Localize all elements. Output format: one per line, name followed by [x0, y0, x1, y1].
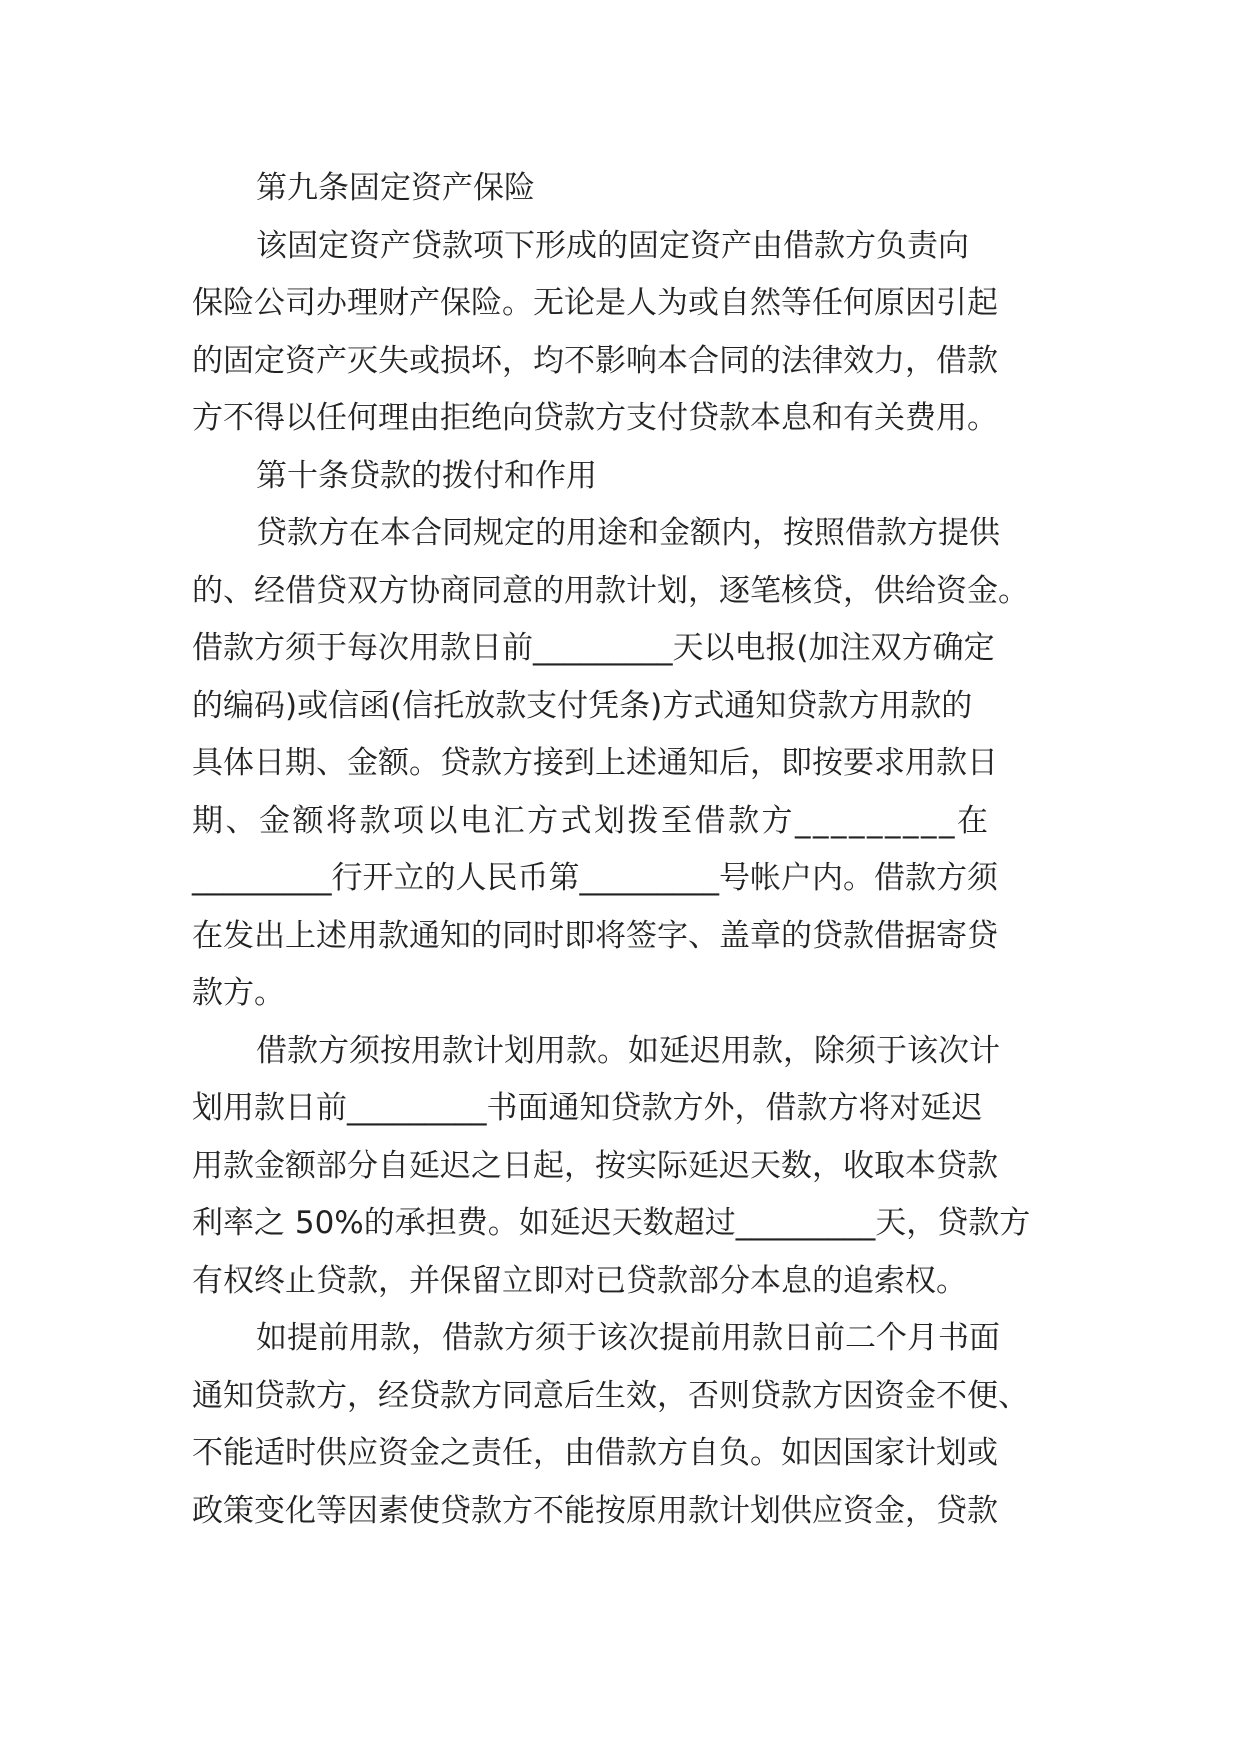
article-9-heading: 第九条固定资产保险 — [256, 170, 535, 206]
paragraph-line: 该固定资产贷款项下形成的固定资产由借款方负责向 — [256, 227, 969, 264]
paragraph-line: 的固定资产灭失或损坏，均不影响本合同的法律效力，借款 — [192, 342, 998, 379]
paragraph-line: 期、金额将款项以电汇方式划拨至借款方_________在 — [192, 802, 991, 839]
paragraph-line: _________行开立的人民币第_________号帐户内。借款方须 — [192, 860, 998, 896]
paragraph-line: 用款金额部分自延迟之日起，按实际延迟天数，收取本贷款 — [192, 1147, 998, 1184]
paragraph-line: 在发出上述用款通知的同时即将签字、盖章的贷款借据寄贷 — [192, 917, 998, 954]
paragraph-line: 具体日期、金额。贷款方接到上述通知后，即按要求用款日 — [192, 745, 998, 781]
paragraph-line: 借款方须按用款计划用款。如延迟用款，除须于该次计 — [256, 1032, 1000, 1069]
paragraph-line: 通知贷款方，经贷款方同意后生效，否则贷款方因资金不便、 — [192, 1377, 1029, 1414]
article-10-heading: 第十条贷款的拨付和作用 — [256, 457, 597, 494]
document-body — [192, 160, 1054, 1540]
paragraph-line: 贷款方在本合同规定的用途和金额内，按照借款方提供 — [256, 515, 1000, 551]
paragraph-line: 不能适时供应资金之责任，由借款方自负。如因国家计划或 — [192, 1435, 998, 1471]
paragraph-line: 款方。 — [192, 975, 285, 1011]
paragraph-line: 的、经借贷双方协商同意的用款计划，逐笔核贷，供给资金。 — [192, 572, 1029, 609]
paragraph-line: 有权终止贷款，并保留立即对已贷款部分本息的追索权。 — [192, 1262, 967, 1299]
paragraph-line: 政策变化等因素使贷款方不能按原用款计划供应资金，贷款 — [192, 1492, 998, 1529]
paragraph-line: 如提前用款，借款方须于该次提前用款日前二个月书面 — [256, 1320, 1000, 1356]
paragraph-line: 方不得以任何理由拒绝向贷款方支付贷款本息和有关费用。 — [192, 400, 998, 436]
paragraph-line: 借款方须于每次用款日前_________天以电报(加注双方确定 — [192, 630, 995, 666]
paragraph-line: 利率之 50%的承担费。如延迟天数超过_________天，贷款方 — [192, 1205, 1031, 1241]
paragraph-line: 的编码)或信函(信托放款支付凭条)方式通知贷款方用款的 — [192, 687, 973, 724]
paragraph-line: 保险公司办理财产保险。无论是人为或自然等任何原因引起 — [192, 285, 998, 321]
paragraph-line: 划用款日前_________书面通知贷款方外，借款方将对延迟 — [192, 1090, 983, 1126]
